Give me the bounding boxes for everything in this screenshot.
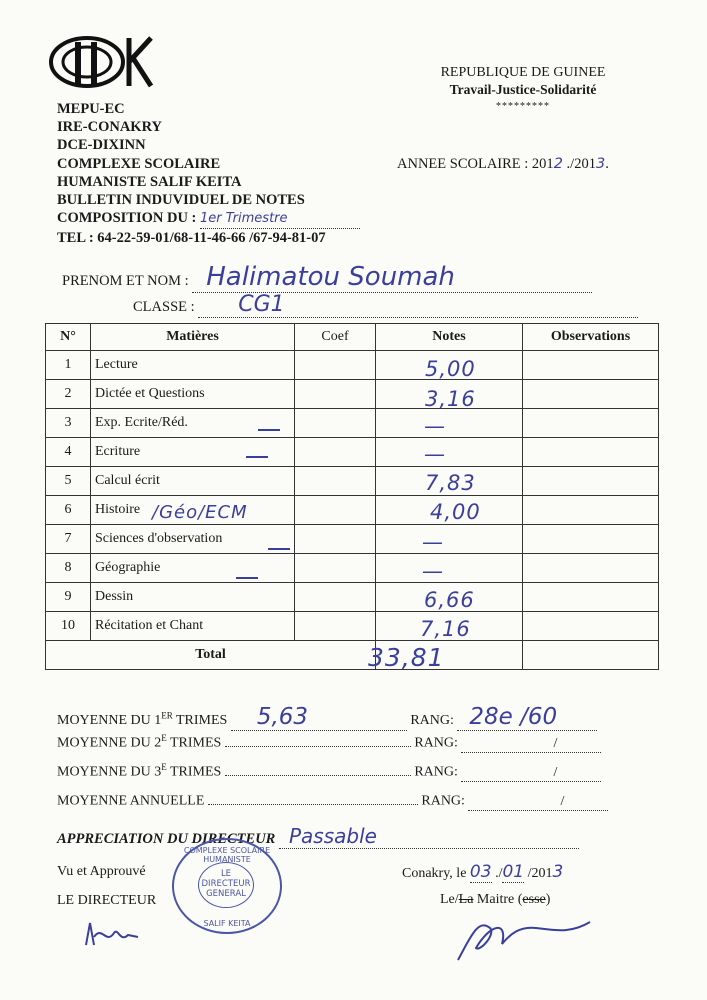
rang-label: RANG: (414, 735, 458, 751)
row-coef (295, 554, 376, 583)
moyenne-label: MOYENNE ANNUELLE (57, 793, 205, 809)
student-class-row (133, 292, 638, 318)
annee-end: . (605, 156, 609, 172)
tel-line: TEL : 64-22-59-01/68-11-46-66 /67-94-81-07 (57, 230, 326, 247)
name-label: PRENOM ET NOM : (62, 273, 189, 289)
date-month: 01 (502, 862, 525, 882)
row-coef (295, 351, 376, 380)
row-note-cell (376, 438, 523, 467)
composition-value: 1er Trimestre (200, 210, 360, 229)
maitre-prefix: Le/ (440, 892, 459, 907)
row-observation (523, 409, 659, 438)
vu-approuve: Vu et Approuvé (57, 864, 146, 879)
table-row (46, 496, 659, 525)
note-value: 3,16 (425, 387, 476, 411)
row-note-cell (376, 525, 523, 554)
moyenne-value (208, 804, 418, 805)
total-observation (523, 641, 659, 670)
appreciation-label: APPRECIATION DU DIRECTEUR (57, 831, 276, 847)
row-num: 2 (46, 380, 91, 409)
row-observation (523, 612, 659, 641)
composition-label: COMPOSITION DU : (57, 210, 197, 227)
header-line: BULLETIN INDUVIDUEL DE NOTES (57, 192, 305, 209)
moyenne-sup: E (161, 733, 167, 743)
appreciation-value: Passable (279, 824, 579, 849)
moyenne-label-rest: TRIMES (166, 735, 222, 751)
rang-label: RANG: (414, 764, 458, 780)
name-value: Halimatou Soumah (192, 262, 592, 293)
date-day: 03 (469, 862, 492, 882)
header-right (413, 64, 633, 115)
row-note-cell (376, 554, 523, 583)
maitre-end: ) (545, 892, 551, 907)
rang-value: / (461, 765, 601, 782)
row-observation (523, 496, 659, 525)
row-observation (523, 380, 659, 409)
note-value: 6,66 (424, 588, 475, 612)
row-note-cell (376, 409, 523, 438)
moyenne-sup: ER (161, 710, 173, 721)
table-row (46, 612, 659, 641)
teacher-signature (450, 908, 600, 973)
student-name-row (62, 262, 592, 293)
col-header-notes: Notes (376, 324, 523, 351)
col-header-observations: Observations (523, 324, 659, 351)
row-subject: Géographie (91, 554, 295, 583)
header-line: COMPLEXE SCOLAIRE (57, 155, 221, 172)
row-coef (295, 525, 376, 554)
header-line: MEPU-EC (57, 101, 125, 117)
stamp-inner-line: LE (220, 869, 232, 879)
row-num: 8 (46, 554, 91, 583)
annee-year1: 2 (553, 156, 563, 172)
row-observation (523, 467, 659, 496)
rang-label: RANG: (421, 793, 465, 809)
moyenne-value (225, 775, 411, 776)
maitre-mid: Maitre ( (473, 892, 523, 907)
annee-label: ANNEE SCOLAIRE : 201 (397, 156, 554, 172)
note-value: 4,00 (430, 500, 481, 524)
subject-dash (268, 548, 290, 550)
class-value: CG1 (198, 292, 638, 318)
row-num: 9 (46, 583, 91, 612)
stamp-inner-line: GENERAL (206, 889, 246, 899)
table-row (46, 351, 659, 380)
director-signature (80, 915, 150, 960)
total-row (46, 641, 659, 670)
row-num: 3 (46, 409, 91, 438)
header-line: DCE-DIXINN (57, 137, 146, 154)
notes-table (45, 323, 659, 670)
moyenne-row (57, 733, 601, 753)
note-value: 7,16 (420, 617, 471, 641)
country-name: REPUBLIQUE DE GUINEE (440, 65, 606, 80)
table-row (46, 554, 659, 583)
moyenne-label: MOYENNE DU 1 (57, 713, 162, 728)
note-value: — (424, 414, 446, 438)
place-label: Conakry, le (402, 866, 470, 881)
table-row (46, 525, 659, 554)
maitre-strike: La (458, 892, 474, 907)
stars: ********* (496, 101, 550, 112)
note-value: — (424, 442, 446, 466)
row-subject: Récitation et Chant (91, 612, 295, 641)
table-row (46, 409, 659, 438)
moyenne-label: MOYENNE DU 3 (57, 764, 162, 780)
class-label: CLASSE : (133, 299, 195, 315)
row-num: 10 (46, 612, 91, 641)
row-num: 6 (46, 496, 91, 525)
header-line: HUMANISTE SALIF KEITA (57, 173, 242, 190)
date-line (402, 862, 563, 883)
maitre-strike: esse (522, 892, 546, 907)
moyenne-value: 5,63 (231, 704, 407, 731)
le-directeur: LE DIRECTEUR (57, 893, 157, 908)
row-coef (295, 380, 376, 409)
header-left (57, 100, 360, 248)
moyenne-value (225, 746, 411, 747)
row-subject-print: Histoire (95, 502, 141, 517)
row-num: 1 (46, 351, 91, 380)
row-subject: Ecriture (91, 438, 295, 467)
row-subject: Sciences d'observation (91, 525, 295, 554)
row-subject: Dictée et Questions (91, 380, 295, 409)
col-header-coef: Coef (295, 324, 376, 351)
row-coef (295, 583, 376, 612)
total-value: 33,81 (368, 643, 445, 672)
row-observation (523, 554, 659, 583)
stamp-ring-bottom: SALIF KEITA (203, 919, 251, 928)
note-value: — (422, 530, 444, 554)
table-row (46, 583, 659, 612)
moyenne-sup: E (161, 762, 167, 772)
date-sep: /201 (524, 866, 553, 881)
moyenne-row (57, 704, 597, 731)
table-row (46, 380, 659, 409)
row-coef (295, 612, 376, 641)
header-line: IRE-CONAKRY (57, 119, 163, 136)
annee-year2: 3 (595, 156, 606, 172)
row-num: 5 (46, 467, 91, 496)
rang-value: / (461, 736, 601, 753)
row-coef (295, 496, 376, 525)
table-row (46, 438, 659, 467)
official-stamp (172, 838, 282, 934)
composition-line (57, 209, 360, 229)
col-header-num: N° (46, 324, 91, 351)
rang-label: RANG: (410, 713, 454, 728)
row-subject: Lecture (91, 351, 295, 380)
subject-dash (246, 456, 268, 458)
row-subject: Dessin (91, 583, 295, 612)
subject-dash (236, 577, 258, 579)
table-header-row (46, 324, 659, 351)
row-observation (523, 583, 659, 612)
row-coef (295, 467, 376, 496)
note-value: 7,83 (425, 471, 476, 495)
subject-dash (258, 429, 280, 431)
rang-value: / (468, 794, 608, 811)
annee-mid: ./201 (562, 156, 596, 172)
row-subject: Exp. Ecrite/Réd. (91, 409, 295, 438)
moyenne-label-rest: TRIMES (166, 764, 222, 780)
school-logo (47, 28, 157, 96)
note-value: — (422, 559, 444, 583)
stamp-inner-line: DIRECTEUR (201, 879, 251, 889)
row-coef (295, 438, 376, 467)
date-sep: ./ (491, 866, 503, 881)
country-motto: Travail-Justice-Solidarité (449, 82, 597, 97)
stamp-inner (198, 862, 254, 908)
row-observation (523, 525, 659, 554)
row-observation (523, 351, 659, 380)
moyenne-row (57, 791, 608, 811)
row-num: 7 (46, 525, 91, 554)
annee-scolaire (397, 156, 609, 173)
date-year: 3 (552, 862, 564, 882)
stamp-ring-top: COMPLEXE SCOLAIRE HUMANISTE (183, 846, 271, 864)
total-label: Total (46, 641, 376, 670)
row-subject: Calcul écrit (91, 467, 295, 496)
row-observation (523, 438, 659, 467)
maitre-line (440, 892, 550, 908)
note-value: 5,00 (425, 357, 476, 381)
table-row (46, 467, 659, 496)
moyenne-label: MOYENNE DU 2 (57, 735, 162, 751)
moyenne-label-rest: TRIMES (172, 713, 228, 728)
row-num: 4 (46, 438, 91, 467)
appreciation-row (57, 824, 579, 849)
rang-value: 28e /60 (457, 704, 597, 731)
moyenne-row (57, 762, 601, 782)
subject-handwritten: /Géo/ECM (152, 502, 248, 523)
col-header-subject: Matières (91, 324, 295, 351)
row-coef (295, 409, 376, 438)
